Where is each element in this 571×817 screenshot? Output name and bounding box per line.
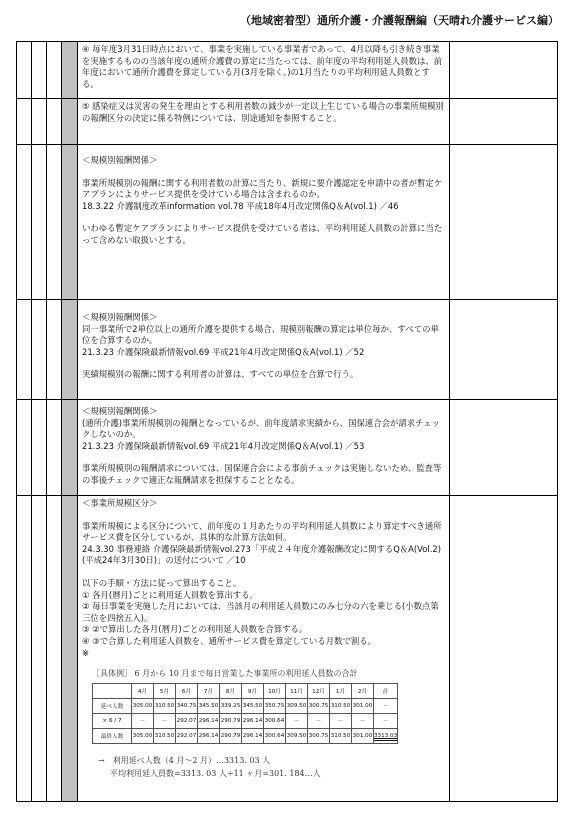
text-line: 同一事業所で2単位以上の通所介護を提供する場合、規模別報酬の算定は単位毎か、すべての単位を合算するのか。	[82, 323, 439, 346]
sample-cell: 301.00	[352, 729, 374, 744]
sample-table-header	[93, 684, 398, 699]
qa-row-annual-average	[17, 42, 558, 99]
sample-cell: 296.14	[198, 714, 220, 729]
sample-table	[92, 683, 398, 744]
text-line: 21.3.23 介護保険最新情報vol.69 平成21年4月改定関係Q＆A(vol.1) ／53	[82, 440, 365, 451]
sample-header-cell: 計	[374, 684, 398, 699]
text-line: 21.3.23 介護保険最新情報vol.69 平成21年4月改定関係Q＆A(vol.1) ／52	[82, 346, 365, 357]
text-line	[82, 212, 445, 223]
sample-cell: 309.50	[286, 729, 308, 744]
sample-cell: 345.50	[198, 699, 220, 714]
sample-cell: 309.50	[286, 699, 308, 714]
sample-cell: 301.00	[352, 699, 374, 714]
sample-cell: 350.75	[264, 699, 286, 714]
text-line: ② 毎日事業を実施した月においては、当該月の利用延人員数にのみ七分の六を乗じる(小数点第三位を四捨五入)。	[82, 601, 439, 623]
sample-cell: 310.50	[330, 729, 352, 744]
qa-row-multiple-units	[17, 300, 558, 400]
sample-header-cell: 5月	[154, 684, 176, 699]
sample-header-cell	[93, 684, 132, 699]
qa-text-block	[78, 300, 449, 383]
sample-cell: 305.00	[132, 699, 154, 714]
sample-cell: －	[374, 714, 398, 729]
sample-header-cell: 8月	[220, 684, 242, 699]
text-line: 実績規模別の報酬に関する利用者の計算は、すべての単位を合算で行う。	[82, 369, 359, 380]
sample-header-cell: 1月	[330, 684, 352, 699]
sample-cell: 300.64	[264, 714, 286, 729]
sample-cell: 345.50	[242, 699, 264, 714]
sample-row-label: 延べ人数	[93, 699, 132, 714]
document-header-title: （地域密着型）通所介護・介護報酬編（天晴れ介護サービス編）	[240, 14, 559, 27]
text-line: (通所介護)事業所規模別の報酬となっているが、前年度請求実績から、国保連合会が請求チェックしないのか。	[82, 417, 441, 440]
text-line	[82, 510, 445, 521]
sample-header-cell: 2月	[352, 684, 374, 699]
text-line	[82, 567, 445, 578]
text-line: ＜規模別報酬関係＞	[82, 312, 158, 322]
sample-cell: 339.25	[220, 699, 242, 714]
sample-cell: －	[374, 699, 398, 714]
sample-cell: 296.14	[242, 714, 264, 729]
sample-example-label: ［具体例］ 6 月から 10 月まで毎日営業した事業所の利用延人員数の合計	[92, 669, 358, 679]
sample-total-cell: 3313.03	[374, 729, 398, 744]
sample-cell: 310.50	[154, 699, 176, 714]
sample-cell: 305.00	[132, 729, 154, 744]
sample-cell: －	[352, 714, 374, 729]
text-line: 以下の手順・方法に従って算出すること。	[82, 577, 242, 588]
text-line: ※	[82, 647, 90, 658]
text-line: 事業所規模による区分について、前年度の１月あたりの平均利用延人員数により算定すべき通所サービス費を区分しているが、具体的な計算方法如何。	[82, 520, 442, 543]
sample-header-cell: 7月	[198, 684, 220, 699]
qa-text-block	[78, 145, 449, 249]
sample-cell: －	[154, 714, 176, 729]
sample-header-cell: 12月	[308, 684, 330, 699]
sample-row-label: × 6 / 7	[93, 714, 132, 729]
qa-row-scale-calculation	[17, 496, 558, 802]
sample-row-total	[93, 699, 398, 714]
qa-row-provisional-careplan	[17, 145, 558, 300]
sample-cell: 340.75	[176, 699, 198, 714]
sample-cell: －	[308, 714, 330, 729]
text-line: ⑤ 感染症又は災害の発生を理由とする利用者数の減少が一定以上生じている場合の事業所規模別の報酬区分の決定に係る特例については、別途通知を参照すること。	[82, 101, 444, 123]
text-line: ＜規模別報酬関係＞	[82, 155, 158, 165]
qa-row-special-case	[17, 99, 558, 145]
sample-result-line-1: → 利用延べ人数（4 月～2 月）…3313. 03 人	[98, 756, 271, 766]
qa-text-block	[78, 42, 449, 92]
sample-header-cell: 10月	[264, 684, 286, 699]
sample-cell: 292.07	[176, 729, 198, 744]
text-line	[82, 167, 445, 178]
text-line: ＜事業所規模区分＞	[82, 498, 158, 508]
text-line: 24.3.30 事務連絡 介護保険最新情報vol.273「平成２４年度介護報酬改定に関するQ＆A(Vol.2)(平成24年3月30日)」の送付について ／10	[82, 543, 441, 566]
qa-table	[16, 41, 558, 802]
sample-header-cell: 6月	[176, 684, 198, 699]
sample-cell: 310.50	[330, 699, 352, 714]
text-line: 事業所規模別の報酬に関する利用者数の計算に当たり、新規に要介護認定を申請中の者が暫定ケアプランによりサービス提供を受けている場合は含まれるのか。	[82, 177, 443, 200]
sample-result-line-2: 平均利用延人員数=3313. 03 人÷11 ヶ月=301. 184…人	[110, 769, 321, 779]
text-line: いわゆる暫定ケアプランによりサービス提供を受けている者は、平均利用延人員数の計算に当たって含めない取扱いとする。	[82, 223, 443, 245]
sample-result	[98, 754, 449, 780]
qa-text-block	[78, 99, 449, 126]
qa-row-claim-check	[17, 400, 558, 496]
sample-header-cell: 4月	[132, 684, 154, 699]
text-line	[82, 358, 445, 369]
sample-cell: 296.14	[242, 729, 264, 744]
text-line	[82, 452, 445, 463]
sample-cell: 310.50	[154, 729, 176, 744]
sample-row-adjusted	[93, 714, 398, 729]
sample-cell: －	[132, 714, 154, 729]
text-line: 事業所規模別の報酬請求については、国保連合会による事前チェックは実施しないため、監査等の事後チェックで適正な報酬請求を担保することとなる。	[82, 463, 442, 485]
text-line: 18.3.22 介護制度改革information vol.78 平成18年4月改定関係Q＆A(vol.1) ／46	[82, 200, 399, 211]
sample-row-final	[93, 729, 398, 744]
sample-cell: 290.79	[220, 729, 242, 744]
sample-cell: 292.07	[176, 714, 198, 729]
text-line: ③ ②で算出した各月(暦月)ごとの利用延人員数を合算する。	[82, 624, 308, 635]
sample-cell: 300.75	[308, 729, 330, 744]
sample-cell: －	[286, 714, 308, 729]
sample-cell: －	[330, 714, 352, 729]
text-line: ④ ③で合算した利用延人員数を、通所サービス費を算定している月数で割る。	[82, 635, 377, 646]
sample-cell: 290.79	[220, 714, 242, 729]
sample-header-cell: 11月	[286, 684, 308, 699]
sample-row-label: 最終人数	[93, 729, 132, 744]
text-line: ＜規模別報酬関係＞	[82, 406, 158, 416]
sample-cell: 300.64	[264, 729, 286, 744]
qa-text-block	[78, 496, 449, 661]
text-line: ④ 毎年度3月31日時点において、事業を実施している事業者であって、4月以降も引き続き事業を実施するものの当該年度の通所介護費の算定に当たっては、前年度の平均利用延人員数は、前年度において通所介護費を算定している月(3月を除く。)の1月当たりの平均利用延人員数とする。	[82, 44, 443, 89]
sample-cell: 296.14	[198, 729, 220, 744]
text-line: ① 各月(暦月)ごとに利用延人員数を算出する。	[82, 589, 258, 600]
sample-header-cell: 9月	[242, 684, 264, 699]
sample-cell: 300.75	[308, 699, 330, 714]
qa-text-block	[78, 400, 449, 489]
